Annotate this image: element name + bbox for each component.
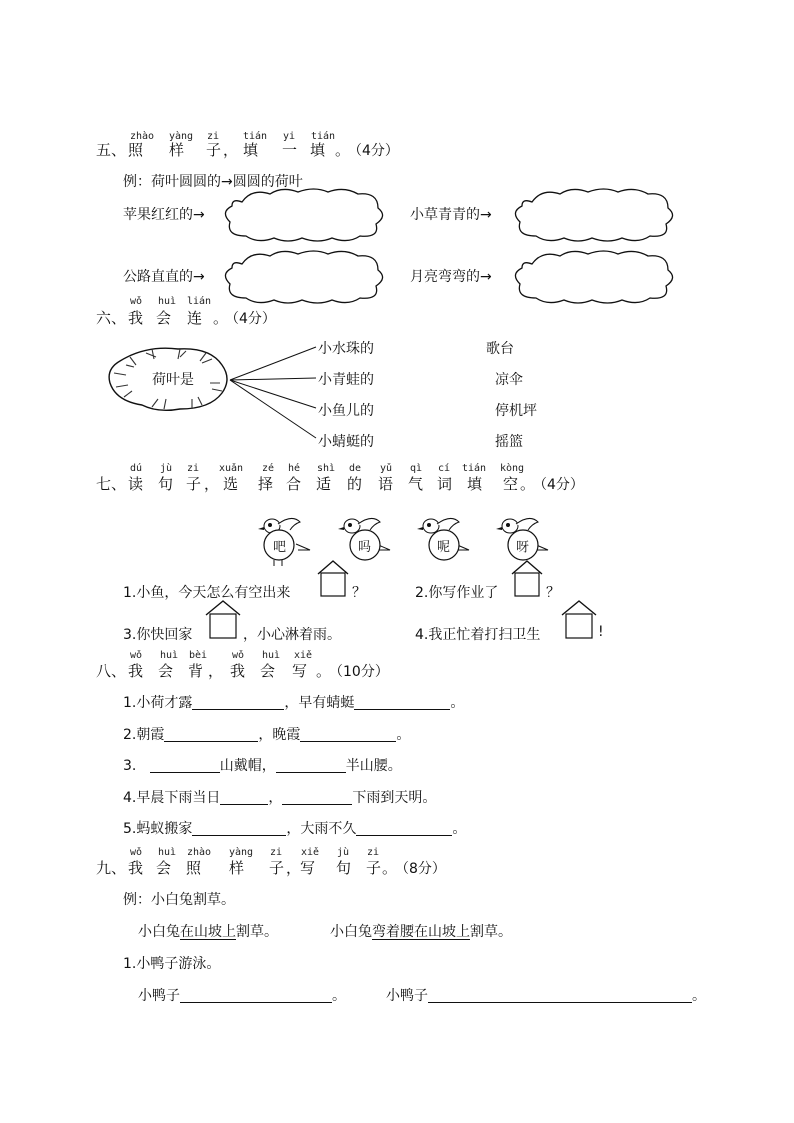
fill-line-2 [123, 724, 410, 744]
line-text: 下雨到天明。 [352, 790, 437, 806]
question-end: ，小心淋着雨。 [243, 627, 341, 643]
example-text: 例：小白兔割草。 [123, 892, 235, 908]
question-text: 1.小鸭子游泳。 [123, 956, 221, 972]
heading-char: 的 [347, 475, 363, 493]
heading-char: 样 [169, 141, 185, 159]
pinyin: huì [262, 650, 281, 661]
line-text: 。 [396, 727, 411, 743]
question-text: 1.小鱼，今天怎么有空出来 [123, 585, 291, 601]
bird-word-card[interactable] [336, 514, 392, 562]
pinyin: tián [311, 131, 336, 142]
answer-line-2 [386, 985, 706, 1005]
heading-char: 会 [260, 662, 276, 680]
answer-blank[interactable] [220, 790, 268, 805]
pinyin: huì [158, 296, 177, 307]
heading-char: 子 [269, 859, 285, 877]
heading-char: 照 [186, 859, 202, 877]
heading-char: 会 [156, 859, 172, 877]
sentence-part: 割草。 [236, 924, 278, 940]
heading-char: ， [223, 141, 239, 159]
item-label: 公路直直的→ [123, 269, 205, 285]
pinyin: jù [337, 847, 350, 858]
section-number: 七、 [96, 475, 127, 493]
heading-char: 子 [366, 859, 382, 877]
line-text: ，晚霞 [258, 727, 301, 743]
answer-blank[interactable] [150, 758, 220, 773]
pinyin: de [349, 463, 362, 474]
question-text: 4.我正忙着打扫卫生 [415, 627, 541, 643]
heading-char: 。 [382, 859, 398, 877]
pinyin: wǒ [232, 650, 245, 661]
heading-char: 。 [316, 662, 332, 680]
heading-char: 适 [316, 475, 332, 493]
line-text: 山戴帽， [219, 758, 276, 774]
pinyin: dú [130, 463, 143, 474]
heading-char: 合 [286, 475, 302, 493]
fill-line-3 [123, 755, 402, 775]
pinyin: kòng [500, 463, 525, 474]
heading-char: 我 [128, 662, 144, 680]
house-answer-box[interactable] [510, 560, 544, 598]
line-text: 。 [450, 695, 465, 711]
question-end: ？ [352, 585, 366, 601]
answer-blank[interactable] [428, 988, 692, 1003]
pinyin: yàng [229, 847, 254, 858]
line-text: 4.早晨下雨当日 [123, 790, 221, 806]
example-text: 例：荷叶圆圆的→圆圆的荷叶 [123, 174, 303, 190]
score: （4分） [348, 143, 399, 159]
section-number: 六、 [96, 309, 127, 327]
heading-char: 子 [186, 475, 202, 493]
fill-line-4 [123, 787, 436, 807]
answer-blank[interactable] [356, 821, 452, 836]
score: （10分） [329, 664, 389, 680]
pinyin: zhào [130, 131, 155, 142]
line-text: 。 [452, 821, 467, 837]
line-text: 半山腰。 [345, 758, 402, 774]
heading-char: 照 [128, 141, 144, 159]
answer-blank[interactable] [192, 821, 286, 836]
heading-char: 子 [206, 141, 222, 159]
pinyin: xiě [294, 650, 313, 661]
score: （4分） [225, 311, 276, 327]
heading-char: 词 [437, 475, 453, 493]
pinyin: zé [262, 463, 275, 474]
heading-char: ， [286, 859, 302, 877]
item-label: 月亮弯弯的→ [410, 269, 492, 285]
score: （4分） [533, 477, 584, 493]
match-left-item[interactable]: 小水珠的 [318, 341, 374, 357]
heading-char: 一 [282, 141, 298, 159]
example-sentence-1 [138, 921, 278, 941]
match-right-item[interactable]: 歌台 [486, 341, 514, 357]
bird-word-card[interactable] [494, 514, 550, 562]
bird-word-card[interactable] [256, 514, 312, 562]
item-label: 小草青青的→ [410, 207, 492, 223]
fill-line-5 [123, 818, 466, 838]
heading-char: 选 [223, 475, 239, 493]
heading-char: 。 [335, 141, 351, 159]
pinyin: wǒ [130, 296, 143, 307]
bird-word-card[interactable] [415, 514, 471, 562]
heading-char: ， [208, 662, 224, 680]
answer-blank[interactable] [180, 988, 332, 1003]
choice-word: 吗 [358, 540, 372, 555]
line-text: 5.蚂蚁搬家 [123, 821, 193, 837]
sentence-part: 割草。 [470, 924, 512, 940]
heading-char: 气 [408, 475, 424, 493]
pinyin: lián [187, 296, 212, 307]
pinyin: zi [270, 847, 283, 858]
pinyin: zi [367, 847, 380, 858]
leaf-label: 荷叶是 [150, 369, 196, 389]
line-text: ，大雨不久 [286, 821, 357, 837]
answer-blank[interactable] [282, 790, 352, 805]
sentence-part: 小白兔 [138, 924, 180, 940]
choice-word: 吧 [273, 540, 287, 555]
choice-word: 呢 [437, 540, 451, 555]
heading-char: 会 [156, 309, 172, 327]
answer-blank[interactable] [164, 727, 258, 742]
heading-char: 我 [230, 662, 246, 680]
pinyin: qì [410, 463, 423, 474]
line-text: ， [268, 790, 283, 806]
underlined-phrase: 在山坡上 [414, 924, 470, 940]
section-number: 八、 [96, 662, 127, 680]
match-left-item[interactable]: 小青蛙的 [318, 372, 374, 388]
sentence-part: 小白兔 [330, 924, 372, 940]
heading-char: 择 [258, 475, 274, 493]
pinyin: shì [317, 463, 336, 474]
line-text: 。 [692, 988, 706, 1004]
pinyin: tián [462, 463, 487, 474]
pinyin: tián [243, 131, 268, 142]
heading-char: 句 [336, 859, 352, 877]
heading-char: 会 [158, 662, 174, 680]
answer-blank[interactable] [192, 695, 284, 710]
heading-char: 填 [310, 141, 326, 159]
pinyin: wǒ [130, 847, 143, 858]
pinyin: xuǎn [219, 463, 244, 474]
question-text: 3.你快回家 [123, 627, 193, 643]
pinyin: zhào [187, 847, 212, 858]
line-text: 3. [123, 758, 137, 774]
section-number: 五、 [96, 141, 127, 159]
house-answer-box[interactable] [560, 600, 598, 640]
heading-char: 写 [300, 859, 316, 877]
heading-char: 写 [292, 662, 308, 680]
answer-line-1 [138, 985, 346, 1005]
heading-char: 填 [467, 475, 483, 493]
pinyin: huì [160, 650, 179, 661]
match-right-item[interactable]: 停机坪 [495, 403, 537, 419]
heading-char: 读 [128, 475, 144, 493]
pinyin: jù [160, 463, 173, 474]
choice-word: 呀 [516, 540, 530, 555]
heading-char: 背 [188, 662, 204, 680]
answer-blank[interactable] [276, 758, 346, 773]
question-text: 2.你写作业了 [415, 585, 499, 601]
underlined-phrase: 在山坡上 [180, 924, 236, 940]
answer-blank[interactable] [300, 727, 396, 742]
line-text: 小鸭子 [138, 988, 180, 1004]
heading-char: 填 [243, 141, 259, 159]
line-text: 小鸭子 [386, 988, 428, 1004]
question-end: ？ [546, 585, 560, 601]
heading-char: 。 [520, 475, 536, 493]
heading-char: 连 [187, 309, 203, 327]
score: （8分） [395, 861, 446, 877]
line-text: 。 [332, 988, 346, 1004]
line-text: 2.朝霞 [123, 727, 165, 743]
line-text: ，早有蜻蜓 [284, 695, 355, 711]
match-right-item[interactable]: 摇篮 [495, 434, 523, 450]
pinyin: hé [288, 463, 301, 474]
heading-char: 样 [229, 859, 245, 877]
pinyin: huì [158, 847, 177, 858]
line-text: 1.小荷才露 [123, 695, 193, 711]
match-left-item[interactable]: 小蜻蜓的 [318, 434, 374, 450]
question-end: ! [598, 624, 604, 640]
pinyin: yàng [169, 131, 194, 142]
pinyin: bèi [189, 650, 208, 661]
pinyin: xiě [301, 847, 320, 858]
example-sentence-2 [330, 921, 512, 941]
match-right-item[interactable]: 凉伞 [495, 372, 523, 388]
pinyin: cí [438, 463, 451, 474]
heading-char: 我 [128, 309, 144, 327]
pinyin: yi [283, 131, 296, 142]
fill-line-1 [123, 692, 464, 712]
underlined-phrase: 弯着腰 [372, 924, 414, 940]
house-answer-box[interactable] [204, 600, 242, 640]
heading-char: 。 [213, 309, 229, 327]
heading-char: 句 [158, 475, 174, 493]
pinyin: zi [207, 131, 220, 142]
pinyin: zi [187, 463, 200, 474]
house-answer-box[interactable] [316, 560, 350, 598]
pinyin: wǒ [130, 650, 143, 661]
pinyin: yǔ [380, 463, 393, 474]
answer-blank[interactable] [354, 695, 450, 710]
section-number: 九、 [96, 859, 127, 877]
heading-char: ， [204, 475, 220, 493]
heading-char: 语 [378, 475, 394, 493]
heading-char: 空 [503, 475, 519, 493]
match-left-item[interactable]: 小鱼儿的 [318, 403, 374, 419]
item-label: 苹果红红的→ [123, 207, 205, 223]
heading-char: 我 [128, 859, 144, 877]
